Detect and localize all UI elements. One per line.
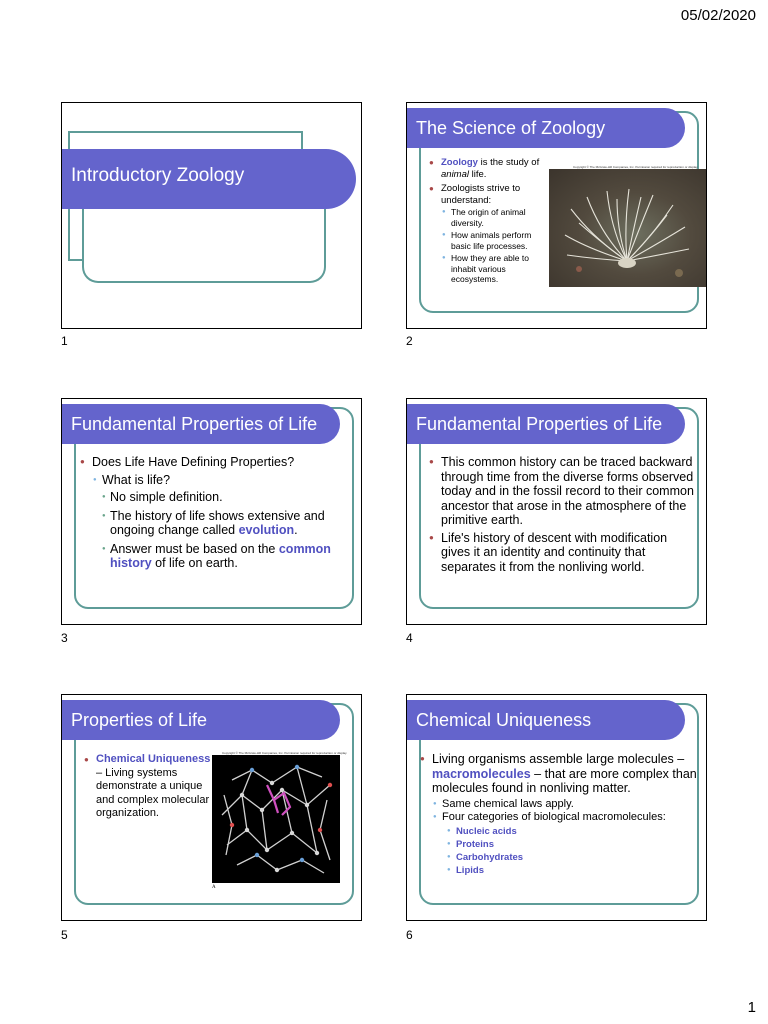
bullet: ● Does Life Have Defining Properties? ● What is life? ● No simple definition. ● The history of life shows extensive and ongoing change called evolution. ● Answer must be based on the common history of life on earth.	[80, 455, 350, 571]
slide-4	[406, 398, 707, 625]
macromolecule-category: ● Lipids	[446, 864, 704, 877]
slide-number-2: 2	[406, 334, 413, 348]
slide-2	[406, 102, 707, 329]
macromolecule-category: ● Nucleic acids	[446, 825, 704, 838]
sub-sub-bullet: ● The history of life shows extensive and ongoing change called evolution.	[102, 509, 350, 538]
slide-6	[406, 694, 707, 921]
sub-bullet: ● Four categories of biological macromolecules: ● Nucleic acids ● Proteins ● Carbohydrates ● Lipids	[432, 811, 704, 877]
slide-title: Properties of Life	[62, 700, 340, 740]
slide-number-3: 3	[61, 631, 68, 645]
sub-bullet: ● The origin of animal diversity.	[441, 207, 551, 228]
slide-title: Fundamental Properties of Life	[407, 404, 685, 444]
slide-number-6: 6	[406, 928, 413, 942]
bullet: ● Chemical Uniqueness – Living systems demonstrate a unique and complex molecular organization.	[84, 753, 212, 821]
slide-number-4: 4	[406, 631, 413, 645]
slide-body	[429, 455, 697, 577]
image-label: A	[212, 885, 216, 890]
title-frame-bottom	[82, 203, 326, 283]
bullet: ● Living organisms assemble large molecules – macromolecules – that are more complex than molecules found in nonliving matter. ● Same chemical laws apply. ● Four categories of biological macromolecules: ● Nucleic acids ● Proteins ● Carbohydrates ● Lipids	[420, 752, 704, 877]
slide-body	[84, 753, 212, 824]
image-caption: Copyright © The McGraw-Hill Companies, Inc. Permission required for reproduction or display.	[222, 751, 348, 755]
sub-bullet: ● How they are able to inhabit various ecosystems.	[441, 253, 551, 285]
bullet: ● Zoology is the study of animal life.	[429, 157, 551, 180]
bullet: ● Life's history of descent with modification gives it an identity and continuity that separates it from the nonliving world.	[429, 531, 697, 575]
page-number: 1	[747, 999, 756, 1016]
image-caption: Copyright © The McGraw-Hill Companies, Inc. Permission required for reproduction or display.	[573, 165, 699, 169]
slide-title: The Science of Zoology	[407, 108, 685, 148]
slide-title: Chemical Uniqueness	[407, 700, 685, 740]
slide-number-1: 1	[61, 334, 68, 348]
slide-3	[61, 398, 362, 625]
slide-body	[80, 455, 350, 574]
molecule-image	[212, 755, 340, 883]
slide-title: Fundamental Properties of Life	[62, 404, 340, 444]
sub-sub-bullet: ● No simple definition.	[102, 490, 350, 505]
slide-5	[61, 694, 362, 921]
molecule-drawing	[212, 755, 340, 883]
slide-number-5: 5	[61, 928, 68, 942]
slide-1	[61, 102, 362, 329]
bullet: ● This common history can be traced backward through time from the diverse forms observed today and in the fossil record to their common ancestor that arose in the atmosphere of the primitive earth.	[429, 455, 697, 528]
slide-body	[420, 752, 704, 880]
sub-bullet: ● Same chemical laws apply.	[432, 798, 704, 812]
macromolecule-category: ● Proteins	[446, 838, 704, 851]
slide-title: Introductory Zoology	[71, 165, 245, 186]
sub-bullet: ● How animals perform basic life processes.	[441, 230, 551, 251]
anemone-drawing	[549, 169, 707, 287]
page-date: 05/02/2020	[680, 7, 756, 24]
sea-anemone-photo	[549, 169, 707, 287]
sub-bullet: ● What is life? ● No simple definition. ● The history of life shows extensive and ongoing change called evolution. ● Answer must be based on the common history of life on earth.	[92, 473, 350, 571]
sub-sub-bullet: ● Answer must be based on the common history of life on earth.	[102, 542, 350, 571]
bullet: ● Zoologists strive to understand: ● The origin of animal diversity. ● How animals perform basic life processes. ● How they are able to inhabit various ecosystems.	[429, 183, 551, 285]
macromolecule-category: ● Carbohydrates	[446, 851, 704, 864]
slide-body	[429, 157, 551, 288]
